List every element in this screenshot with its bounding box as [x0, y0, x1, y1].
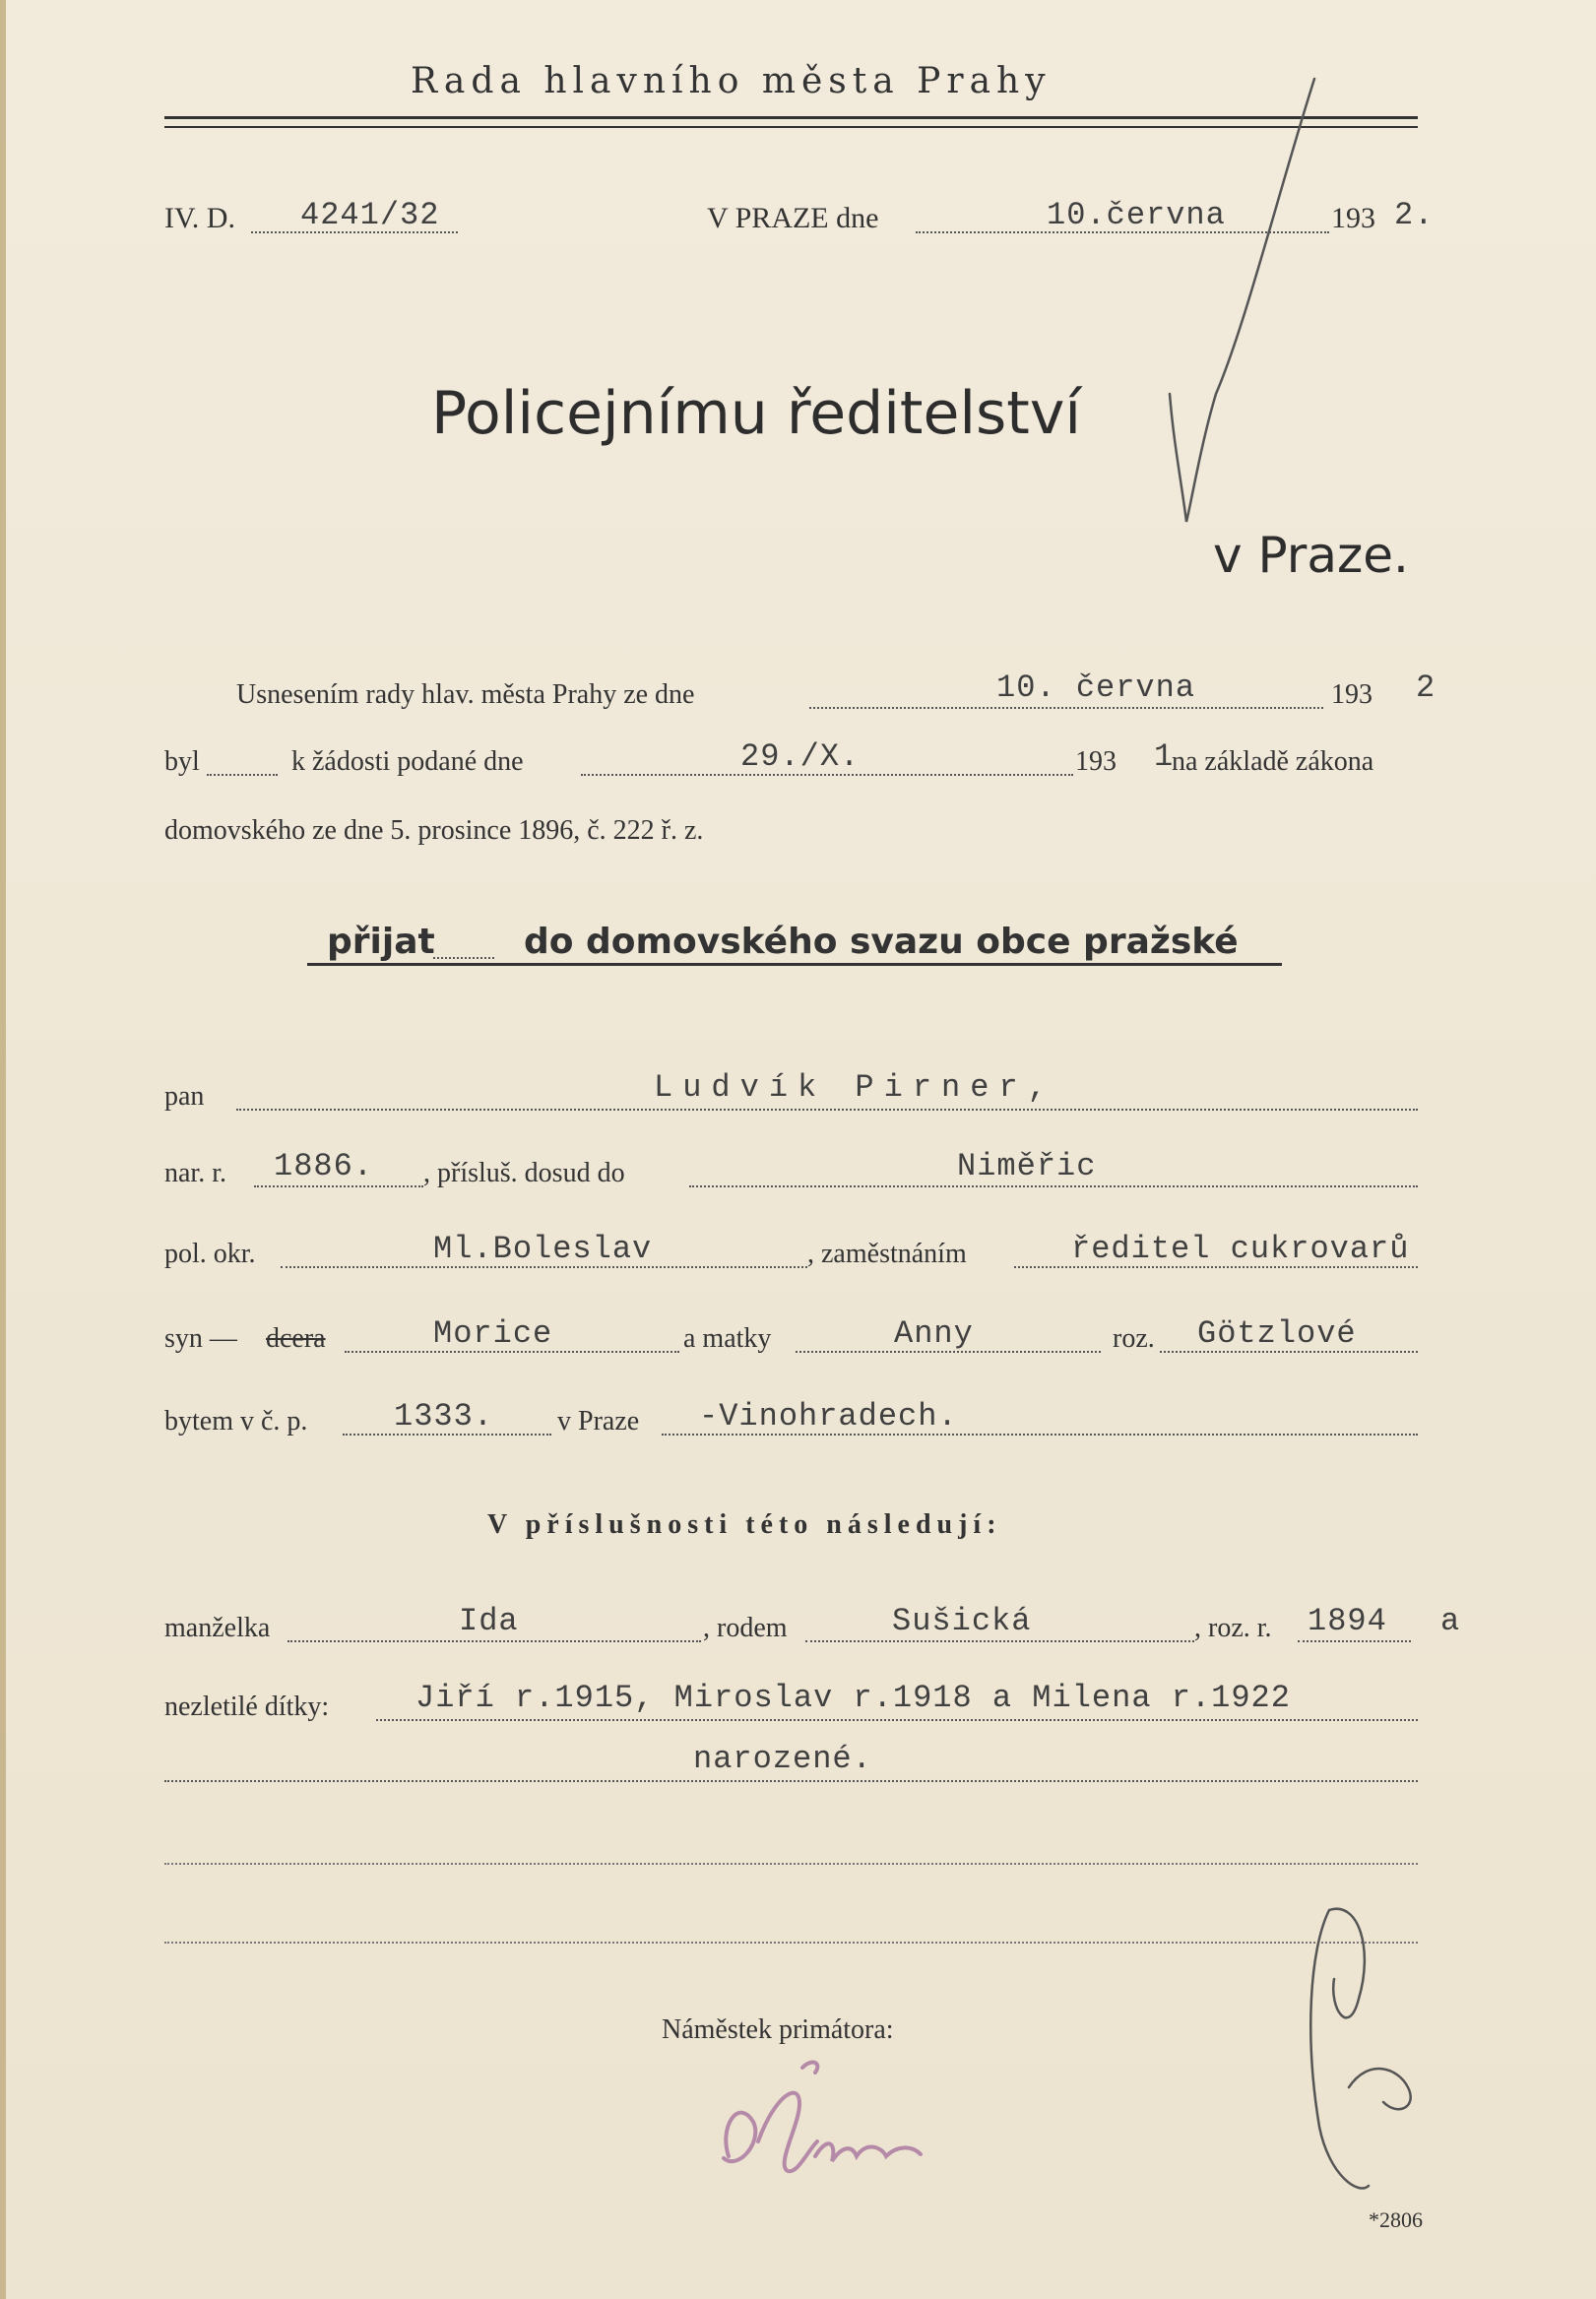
wife-and: a — [1440, 1603, 1461, 1639]
year-prefix: 193 — [1331, 202, 1375, 234]
reference-number: 4241/32 — [300, 197, 440, 233]
children-label: nezletilé dítky: — [164, 1692, 330, 1722]
signature-title: Náměstek primátora: — [662, 2014, 894, 2045]
accepted-underline — [307, 963, 1282, 966]
law-line: domovského ze dne 5. prosince 1896, č. 222 ř. z. — [164, 815, 704, 846]
pencil-check-mark — [1083, 69, 1339, 640]
children-cont-dots — [164, 1780, 1418, 1782]
born-label: nar. r. — [164, 1158, 226, 1188]
daughter-struck: dcera — [266, 1323, 326, 1354]
wife-birth-label: , roz. r. — [1194, 1613, 1272, 1643]
occupation: ředitel cukrovarů — [1071, 1231, 1410, 1267]
father-name: Morice — [433, 1315, 553, 1352]
children-cont: narozené. — [693, 1741, 872, 1777]
recipient-city: v Praze. — [1213, 527, 1409, 584]
recipient-title: Policejnímu ředitelství — [431, 379, 1081, 448]
wife-label: manželka — [164, 1613, 271, 1643]
belong-dots — [689, 1185, 1418, 1187]
maiden-label: roz. — [1113, 1323, 1155, 1354]
city-district: -Vinohradech. — [699, 1398, 958, 1435]
request-year-prefix: 193 — [1075, 746, 1117, 777]
pan-label: pan — [164, 1081, 205, 1112]
followers-heading: V příslušnosti této následují: — [487, 1509, 1002, 1540]
district-label: pol. okr. — [164, 1239, 256, 1269]
request-label: k žádosti podané dne — [291, 746, 524, 777]
wife-name: Ida — [459, 1603, 519, 1639]
byl-label: byl — [164, 746, 200, 777]
resolution-label: Usnesením rady hlav. města Prahy ze dne — [236, 679, 695, 710]
children-dots — [376, 1719, 1418, 1721]
accepted-rest: do domovského svazu obce pražské — [524, 922, 1239, 962]
byl-dots — [207, 774, 278, 776]
born-dots — [254, 1185, 423, 1187]
request-year-digit: 1 — [1154, 738, 1175, 775]
mother-label: a matky — [683, 1323, 772, 1354]
stamp-number: *2806 — [1369, 2207, 1423, 2232]
wife-dots — [287, 1640, 701, 1642]
blank-line-2 — [164, 1942, 1418, 1944]
mother-name: Anny — [894, 1315, 974, 1352]
son-label: syn — — [164, 1323, 237, 1354]
mother-maiden: Götzlové — [1197, 1315, 1357, 1352]
blank-line-1 — [164, 1863, 1418, 1865]
pan-dots — [236, 1109, 1418, 1111]
law-label: na základě zákona — [1172, 746, 1374, 777]
children-list: Jiří r.1915, Miroslav r.1918 a Milena r.1922 — [415, 1680, 1291, 1716]
belong-label: , přísluš. dosud do — [423, 1158, 625, 1188]
reference-prefix: IV. D. — [164, 202, 235, 234]
district: Ml.Boleslav — [433, 1231, 653, 1267]
resolution-dots — [809, 707, 1323, 709]
wife-maiden-dots — [805, 1640, 1194, 1642]
wife-birth-dots — [1298, 1640, 1411, 1642]
request-date: 29./X. — [740, 738, 861, 775]
wife-maiden-label: , rodem — [703, 1613, 788, 1643]
occupation-label: , zaměstnáním — [807, 1239, 967, 1269]
place-label: V PRAZE dne — [707, 202, 879, 234]
city-label: v Praze — [557, 1406, 640, 1437]
pencil-initials — [1290, 1890, 1457, 2215]
house-number: 1333. — [394, 1398, 494, 1435]
resolution-year-digit: 2 — [1416, 670, 1436, 706]
reference-date: 10.června — [1047, 197, 1226, 233]
wife-maiden: Sušická — [892, 1603, 1032, 1639]
wife-birth-year: 1894 — [1308, 1603, 1387, 1639]
belong-place: Niměřic — [957, 1148, 1097, 1184]
year-digit: 2. — [1394, 197, 1435, 233]
handwritten-signature — [699, 2048, 945, 2196]
residence-label: bytem v č. p. — [164, 1406, 308, 1437]
paper-edge — [0, 0, 6, 2299]
accepted-dots — [433, 957, 494, 959]
resolution-year-prefix: 193 — [1331, 679, 1373, 710]
person-name: Ludvík Pirner, — [654, 1069, 1056, 1106]
accepted-word: přijat — [327, 922, 435, 962]
authority-header: Rada hlavního města Prahy — [411, 61, 1052, 101]
resolution-date: 10. června — [996, 670, 1196, 706]
born-year: 1886. — [274, 1148, 374, 1184]
